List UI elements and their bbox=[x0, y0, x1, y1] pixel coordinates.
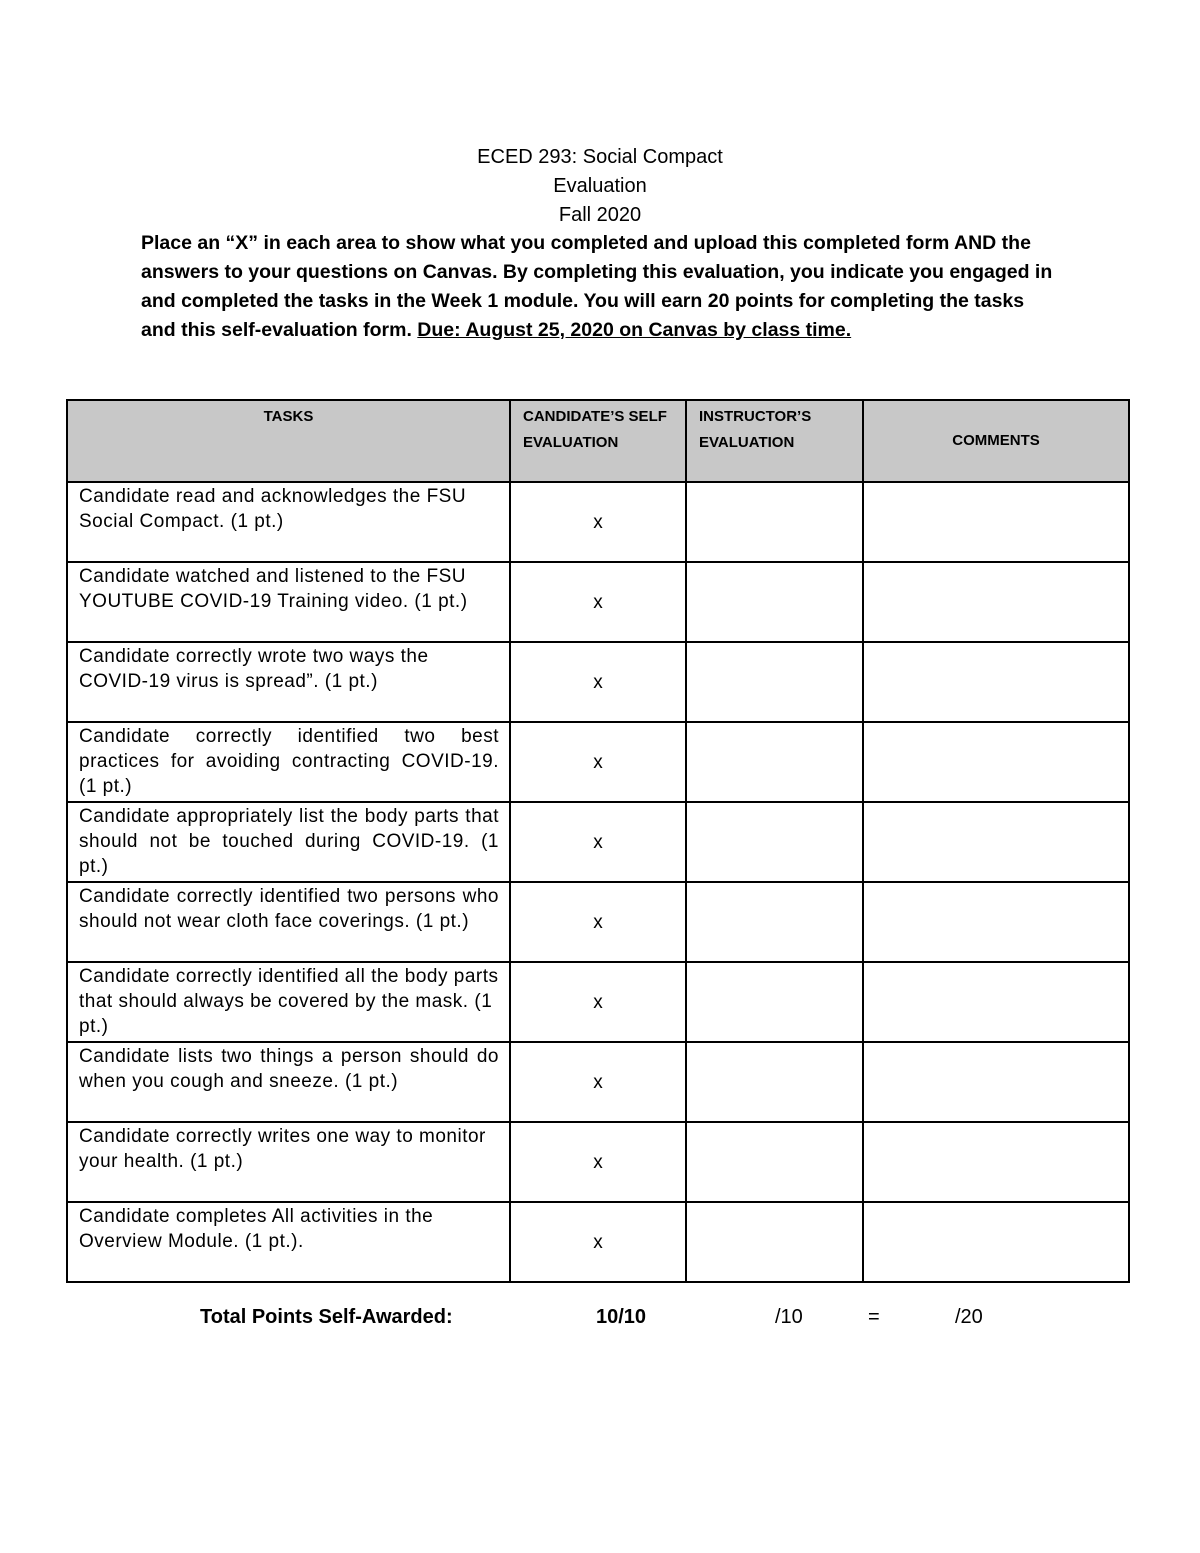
table-row bbox=[67, 562, 1129, 642]
totals-row bbox=[0, 1306, 1200, 1336]
self-evaluation-cell[interactable]: x bbox=[510, 642, 686, 722]
self-score: 10/10 bbox=[596, 1306, 647, 1328]
instructor-evaluation-cell[interactable] bbox=[686, 1122, 863, 1202]
instructor-evaluation-cell[interactable] bbox=[686, 642, 863, 722]
comments-cell[interactable] bbox=[863, 482, 1129, 562]
evaluation-table bbox=[66, 399, 1130, 1283]
comments-cell[interactable] bbox=[863, 642, 1129, 722]
instructor-score: /10 bbox=[775, 1306, 803, 1328]
task-cell: Candidate correctly wrote two ways the COVID-19 virus is spread”. (1 pt.) bbox=[67, 642, 510, 722]
header-self-evaluation: CANDIDATE’S SELF EVALUATION bbox=[510, 400, 686, 482]
self-evaluation-cell[interactable]: x bbox=[510, 1042, 686, 1122]
table-row bbox=[67, 1122, 1129, 1202]
table-row bbox=[67, 722, 1129, 802]
self-evaluation-cell[interactable]: x bbox=[510, 802, 686, 882]
instructor-evaluation-cell[interactable] bbox=[686, 882, 863, 962]
comments-cell[interactable] bbox=[863, 1042, 1129, 1122]
document-subtitle: Evaluation bbox=[553, 175, 647, 197]
due-date: Due: August 25, 2020 on Canvas by class time. bbox=[417, 319, 852, 341]
task-cell: Candidate read and acknowledges the FSU Social Compact. (1 pt.) bbox=[67, 482, 510, 562]
instructions-paragraph bbox=[141, 229, 1061, 345]
task-cell: Candidate watched and listened to the FSU YOUTUBE COVID-19 Training video. (1 pt.) bbox=[67, 562, 510, 642]
self-evaluation-cell[interactable]: x bbox=[510, 722, 686, 802]
task-cell: Candidate correctly writes one way to monitor your health. (1 pt.) bbox=[67, 1122, 510, 1202]
header-instructor-evaluation: INSTRUCTOR’S EVALUATION bbox=[686, 400, 863, 482]
header-comments: COMMENTS bbox=[863, 400, 1129, 482]
comments-cell[interactable] bbox=[863, 562, 1129, 642]
task-cell: Candidate correctly identified all the body parts that should always be covered by the mask. (1 pt.) bbox=[67, 962, 510, 1042]
self-evaluation-cell[interactable]: x bbox=[510, 1202, 686, 1282]
table-row bbox=[67, 1202, 1129, 1282]
comments-cell[interactable] bbox=[863, 882, 1129, 962]
instructor-evaluation-cell[interactable] bbox=[686, 482, 863, 562]
task-cell: Candidate completes All activities in the Overview Module. (1 pt.). bbox=[67, 1202, 510, 1282]
instructor-evaluation-cell[interactable] bbox=[686, 722, 863, 802]
instructor-evaluation-cell[interactable] bbox=[686, 562, 863, 642]
table-row bbox=[67, 482, 1129, 562]
self-evaluation-cell[interactable]: x bbox=[510, 482, 686, 562]
comments-cell[interactable] bbox=[863, 802, 1129, 882]
table-row bbox=[67, 882, 1129, 962]
task-cell: Candidate lists two things a person should do when you cough and sneeze. (1 pt.) bbox=[67, 1042, 510, 1122]
instructor-evaluation-cell[interactable] bbox=[686, 1202, 863, 1282]
document-header bbox=[0, 143, 1200, 230]
comments-cell[interactable] bbox=[863, 1202, 1129, 1282]
table-row bbox=[67, 802, 1129, 882]
instructions-text: Place an “X” in each area to show what you completed and upload this completed form AND the answers to your questions on Canvas. By completing this evaluation, you indicate you engaged in and completed the tasks in the Week 1 module. You will earn 20 points for completing the tasks and this self-evaluation form. bbox=[141, 232, 1053, 341]
instructor-evaluation-cell[interactable] bbox=[686, 1042, 863, 1122]
task-cell: Candidate correctly identified two persons who should not wear cloth face coverings. (1 pt.) bbox=[67, 882, 510, 962]
self-evaluation-cell[interactable]: x bbox=[510, 1122, 686, 1202]
table-row bbox=[67, 1042, 1129, 1122]
self-evaluation-cell[interactable]: x bbox=[510, 962, 686, 1042]
self-evaluation-cell[interactable]: x bbox=[510, 882, 686, 962]
term-label: Fall 2020 bbox=[558, 204, 642, 226]
table-row bbox=[67, 962, 1129, 1042]
equals-sign: = bbox=[868, 1306, 880, 1328]
table-row bbox=[67, 642, 1129, 722]
task-cell: Candidate appropriately list the body parts that should not be touched during COVID-19. (1 pt.) bbox=[67, 802, 510, 882]
comments-cell[interactable] bbox=[863, 962, 1129, 1042]
comments-cell[interactable] bbox=[863, 1122, 1129, 1202]
comments-cell[interactable] bbox=[863, 722, 1129, 802]
table-header-row bbox=[67, 400, 1129, 482]
self-evaluation-cell[interactable]: x bbox=[510, 562, 686, 642]
task-cell: Candidate correctly identified two best practices for avoiding contracting COVID-19. (1 pt.) bbox=[67, 722, 510, 802]
total-score: /20 bbox=[955, 1306, 983, 1328]
totals-label: Total Points Self-Awarded: bbox=[200, 1306, 453, 1328]
instructor-evaluation-cell[interactable] bbox=[686, 802, 863, 882]
course-title: ECED 293: Social Compact bbox=[477, 146, 723, 168]
header-tasks: TASKS bbox=[67, 400, 510, 482]
instructor-evaluation-cell[interactable] bbox=[686, 962, 863, 1042]
